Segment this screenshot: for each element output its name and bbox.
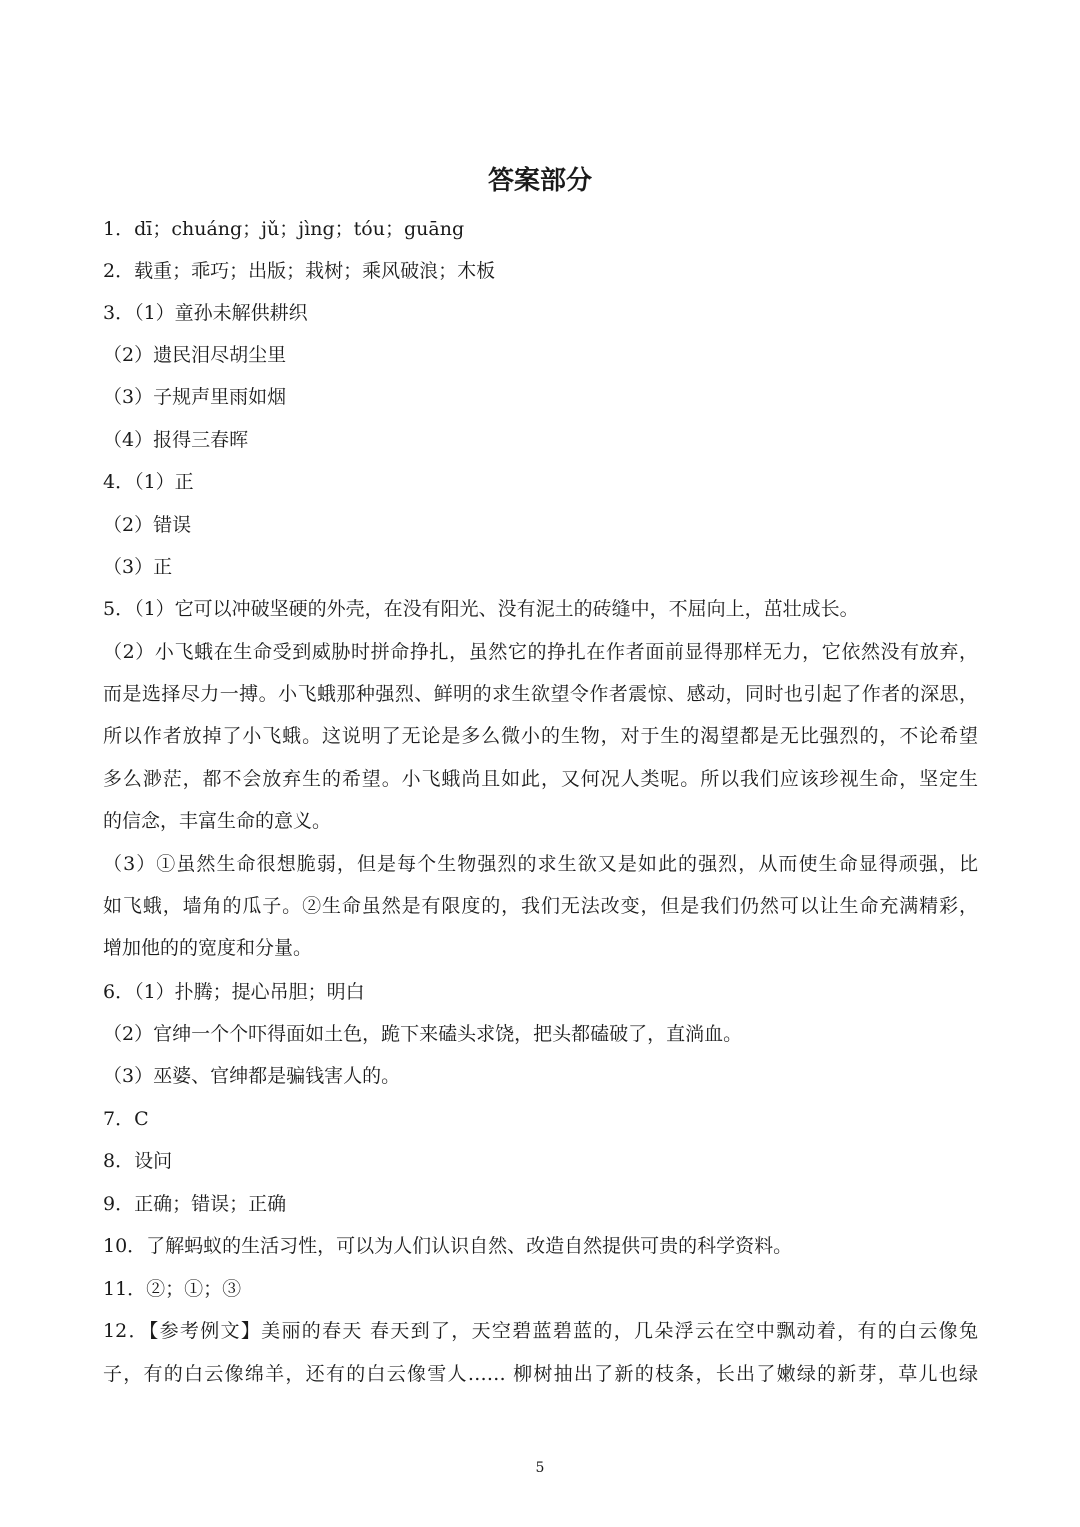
answer-10: 10．了解蚂蚁的生活习性，可以为人们认识自然、改造自然提供可贵的科学资料。 <box>103 1235 793 1257</box>
answer-2: 2．载重；乖巧；出版；栽树；乘风破浪；木板 <box>103 260 496 282</box>
answer-5-part-3-line-2: 如飞蛾，墙角的瓜子。②生命虽然是有限度的，我们无法改变，但是我们仍然可以让生命充满精彩， <box>103 895 978 917</box>
answer-4-part-1: 4．（1）正 <box>103 471 194 493</box>
answer-7: 7．C <box>103 1108 149 1130</box>
answer-3-part-2: （2）遗民泪尽胡尘里 <box>103 344 287 366</box>
answer-5-part-2-line-2: 而是选择尽力一搏。小飞蛾那种强烈、鲜明的求生欲望令作者震惊、感动，同时也引起了作者的深思， <box>103 683 978 705</box>
answer-3-part-1: 3．（1）童孙未解供耕织 <box>103 302 308 324</box>
answer-8: 8．设问 <box>103 1150 173 1172</box>
answer-1: 1．dī；chuáng；jǔ；jìng；tóu；guāng <box>103 218 465 240</box>
answer-5-part-2-line-3: 所以作者放掉了小飞蛾。这说明了无论是多么微小的生物，对于生的渴望都是无比强烈的，不论希望 <box>103 725 978 747</box>
answer-5-part-1: 5．（1）它可以冲破坚硬的外壳，在没有阳光、没有泥土的砖缝中，不屈向上，茁壮成长。 <box>103 598 859 620</box>
answer-12-line-2: 子，有的白云像绵羊，还有的白云像雪人…… 柳树抽出了新的枝条，长出了嫩绿的新芽，草儿也绿 <box>103 1363 978 1385</box>
answer-6-part-1: 6．（1）扑腾；提心吊胆；明白 <box>103 981 365 1003</box>
answer-3-part-3: （3）子规声里雨如烟 <box>103 386 287 408</box>
answer-4-part-3: （3）正 <box>103 556 173 578</box>
answer-5-part-2-line-5: 的信念，丰富生命的意义。 <box>103 810 332 832</box>
answer-3-part-4: （4）报得三春晖 <box>103 429 249 451</box>
answer-11: 11．②；①；③ <box>103 1278 242 1300</box>
answer-5-part-3-line-1: （3）①虽然生命很想脆弱，但是每个生物强烈的求生欲又是如此的强烈，从而使生命显得顽强，比 <box>103 853 978 875</box>
answer-12-line-1: 12．【参考例文】美丽的春天 春天到了，天空碧蓝碧蓝的，几朵浮云在空中飘动着，有的白云像兔 <box>103 1320 978 1342</box>
page-title: 答案部分 <box>487 166 592 196</box>
page-number: 5 <box>535 1460 545 1476</box>
answer-4-part-2: （2）错误 <box>103 514 192 536</box>
answer-6-part-2: （2）官绅一个个吓得面如土色，跪下来磕头求饶，把头都磕破了，直淌血。 <box>103 1023 743 1045</box>
answer-6-part-3: （3）巫婆、官绅都是骗钱害人的。 <box>103 1065 401 1087</box>
answer-5-part-3-line-3: 增加他的的宽度和分量。 <box>103 937 313 959</box>
answer-5-part-2-line-4: 多么渺茫，都不会放弃生的希望。小飞蛾尚且如此，又何况人类呢。所以我们应该珍视生命，坚定生 <box>103 768 978 790</box>
answer-9: 9．正确；错误；正确 <box>103 1193 287 1215</box>
answer-5-part-2-line-1: （2）小飞蛾在生命受到威胁时拼命挣扎，虽然它的挣扎在作者面前显得那样无力，它依然没有放弃， <box>103 641 978 663</box>
